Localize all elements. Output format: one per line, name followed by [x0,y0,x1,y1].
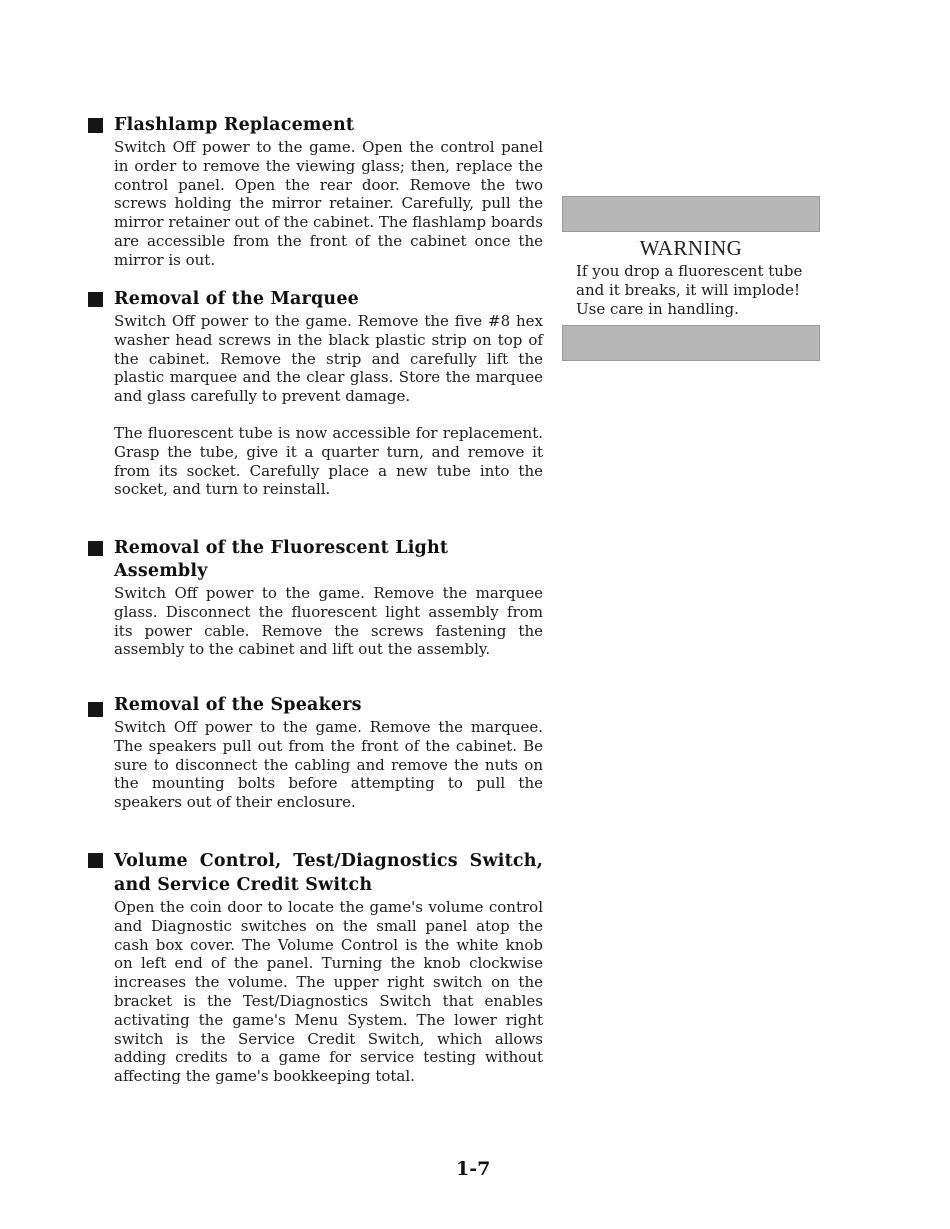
section-body: Switch Off power to the game. Open the control panel in order to remove the viewing glass; then, replace the control panel. Open the rear door. Remove the two screws holding the mirror retainer. Carefully, pull the mirror retainer out of the cabinet. The flashlamp boards are accessible from the front of the cabinet once the mirror is out. [114,138,543,269]
section-bullet [88,702,103,717]
section-removal-of-marquee [88,288,543,406]
warning-bottom-band [562,325,820,361]
warning-text: If you drop a fluorescent tube and it breaks, it will implode! Use care in handling. [576,262,803,318]
section-volume-control [88,849,543,1086]
warning-top-band [562,196,820,232]
section-flashlamp-replacement [88,114,543,270]
section-body: Switch Off power to the game. Remove the five #8 hex washer head screws in the black plastic strip on top of the cabinet. Remove the strip and carefully lift the plastic marquee and the clear glass. Store the marquee and glass carefully to prevent damage. [114,312,543,406]
section-bullet [88,292,103,307]
section-heading: Removal of the Speakers [114,695,362,715]
warning-title: WARNING [639,236,743,260]
section-heading: Removal of the Marquee [114,289,359,309]
section-bullet [88,853,103,868]
section-body: Switch Off power to the game. Remove the marquee. The speakers pull out from the front of the cabinet. Be sure to disconnect the cabling and remove the nuts on the mounting bolts before attempting to pull the speakers out of their enclosure. [114,718,543,812]
section-bullet [88,118,103,133]
fluorescent-tube-paragraph: The fluorescent tube is now accessible for replacement. Grasp the tube, give it a quarter turn, and remove it from its socket. Carefully place a new tube into the socket, and turn to reinstall. [114,424,543,499]
section-removal-of-fluorescent-light-assembly [88,537,543,659]
page-number: 1-7 [456,1158,491,1180]
section-heading: Removal of the Fluorescent Light Assembly [114,538,449,581]
section-heading: Flashlamp Replacement [114,115,355,135]
section-body: Switch Off power to the game. Remove the marquee glass. Disconnect the fluorescent light assembly from its power cable. Remove the screws fastening the assembly to the cabinet and lift out the assembly. [114,584,543,659]
section-body: Open the coin door to locate the game's volume control and Diagnostic switches on the small panel atop the cash box cover. The Volume Control is the white knob on left end of the panel. Turning the knob clockwise increases the volume. The upper right switch on the bracket is the Test/Diagnostics Switch that enables activating the game's Menu System. The lower right switch is the Service Credit Switch, which allows adding credits to a game for service testing without affecting the game's bookkeeping total. [114,898,543,1086]
section-heading: Volume Control, Test/Diagnostics Switch, and Service Credit Switch [114,851,543,895]
section-bullet [88,541,103,556]
section-removal-of-speakers [88,694,543,812]
warning-box [562,196,820,361]
